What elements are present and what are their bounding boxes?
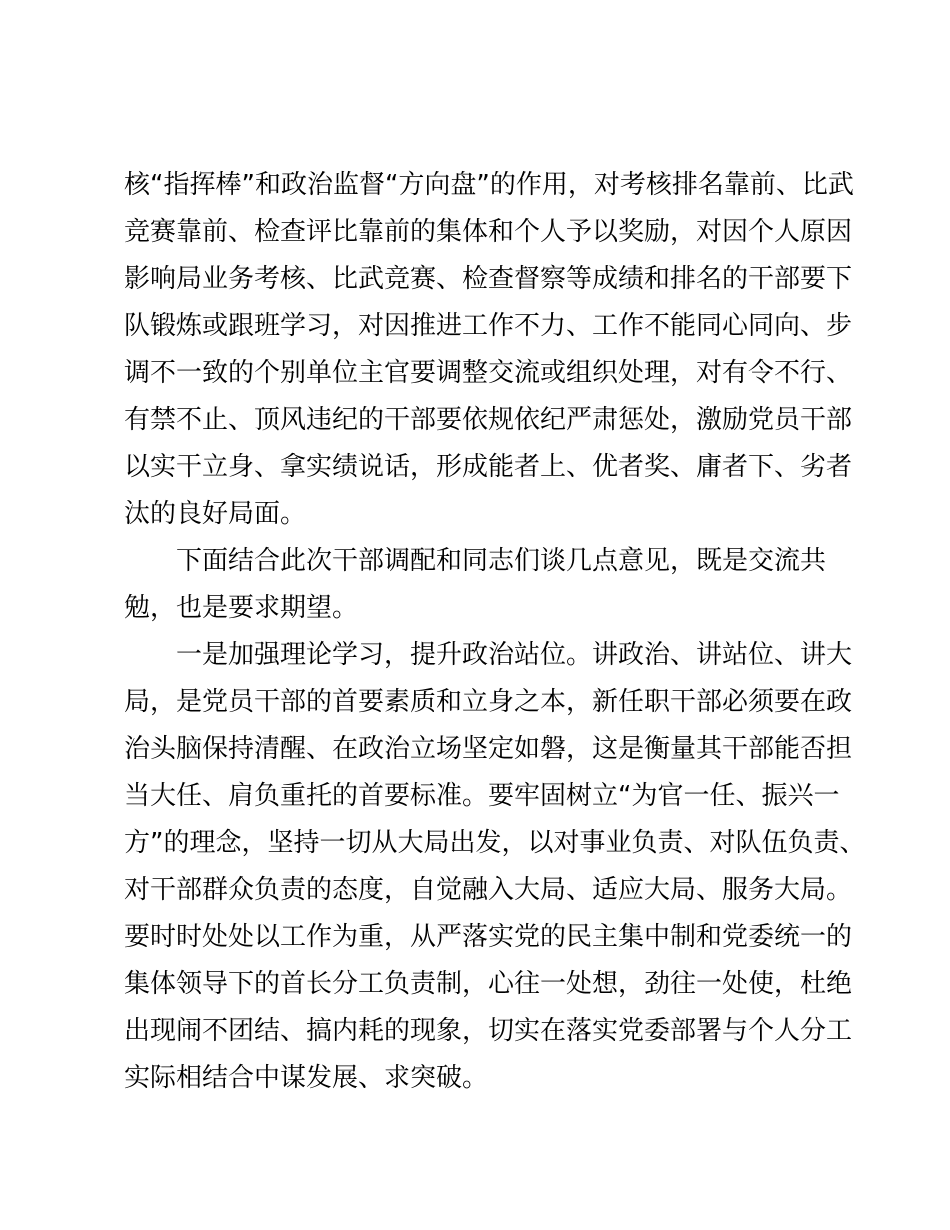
text-line: 有禁不止、顶风违纪的干部要依规依纪严肃惩处，激励党员干部 xyxy=(124,405,853,435)
text-line: 下面结合此次干部调配和同志们谈几点意见，既是交流共 xyxy=(176,546,827,576)
text-line: 局，是党员干部的首要素质和立身之本，新任职干部必须要在政 xyxy=(124,687,853,717)
text-line: 汰的良好局面。 xyxy=(124,499,307,529)
text-line: 队锻炼或跟班学习，对因推进工作不力、工作不能同心同向、步 xyxy=(124,311,853,341)
text-line: 核“指挥棒”和政治监督“方向盘”的作用，对考核排名靠前、比武 xyxy=(124,170,854,200)
text-line: 勉，也是要求期望。 xyxy=(124,593,359,623)
document-body xyxy=(124,162,866,1102)
text-line: 治头脑保持清醒、在政治立场坚定如磐，这是衡量其干部能否担 xyxy=(124,734,853,764)
text-line: 要时时处处以工作为重，从严落实党的民主集中制和党委统一的 xyxy=(124,922,853,952)
text-line: 竞赛靠前、检查评比靠前的集体和个人予以奖励，对因个人原因 xyxy=(124,217,853,247)
text-line: 当大任、肩负重托的首要标准。要牢固树立“为官一任、振兴一 xyxy=(124,781,840,811)
text-line: 集体领导下的首长分工负责制，心往一处想，劲往一处使，杜绝 xyxy=(124,969,853,999)
text-line: 影响局业务考核、比武竞赛、检查督察等成绩和排名的干部要下 xyxy=(124,264,853,294)
text-line: 实际相结合中谋发展、求突破。 xyxy=(124,1063,489,1093)
text-line: 一是加强理论学习，提升政治站位。讲政治、讲站位、讲大 xyxy=(176,640,853,670)
text-line: 调不一致的个别单位主官要调整交流或组织处理，对有令不行、 xyxy=(124,358,853,388)
text-line: 对干部群众负责的态度，自觉融入大局、适应大局、服务大局。 xyxy=(124,875,853,905)
text-line: 方”的理念，坚持一切从大局出发，以对事业负责、对队伍负责、 xyxy=(124,828,866,858)
text-line: 以实干立身、拿实绩说话，形成能者上、优者奖、庸者下、劣者 xyxy=(124,452,853,482)
text-line: 出现闹不团结、搞内耗的现象，切实在落实党委部署与个人分工 xyxy=(124,1016,853,1046)
